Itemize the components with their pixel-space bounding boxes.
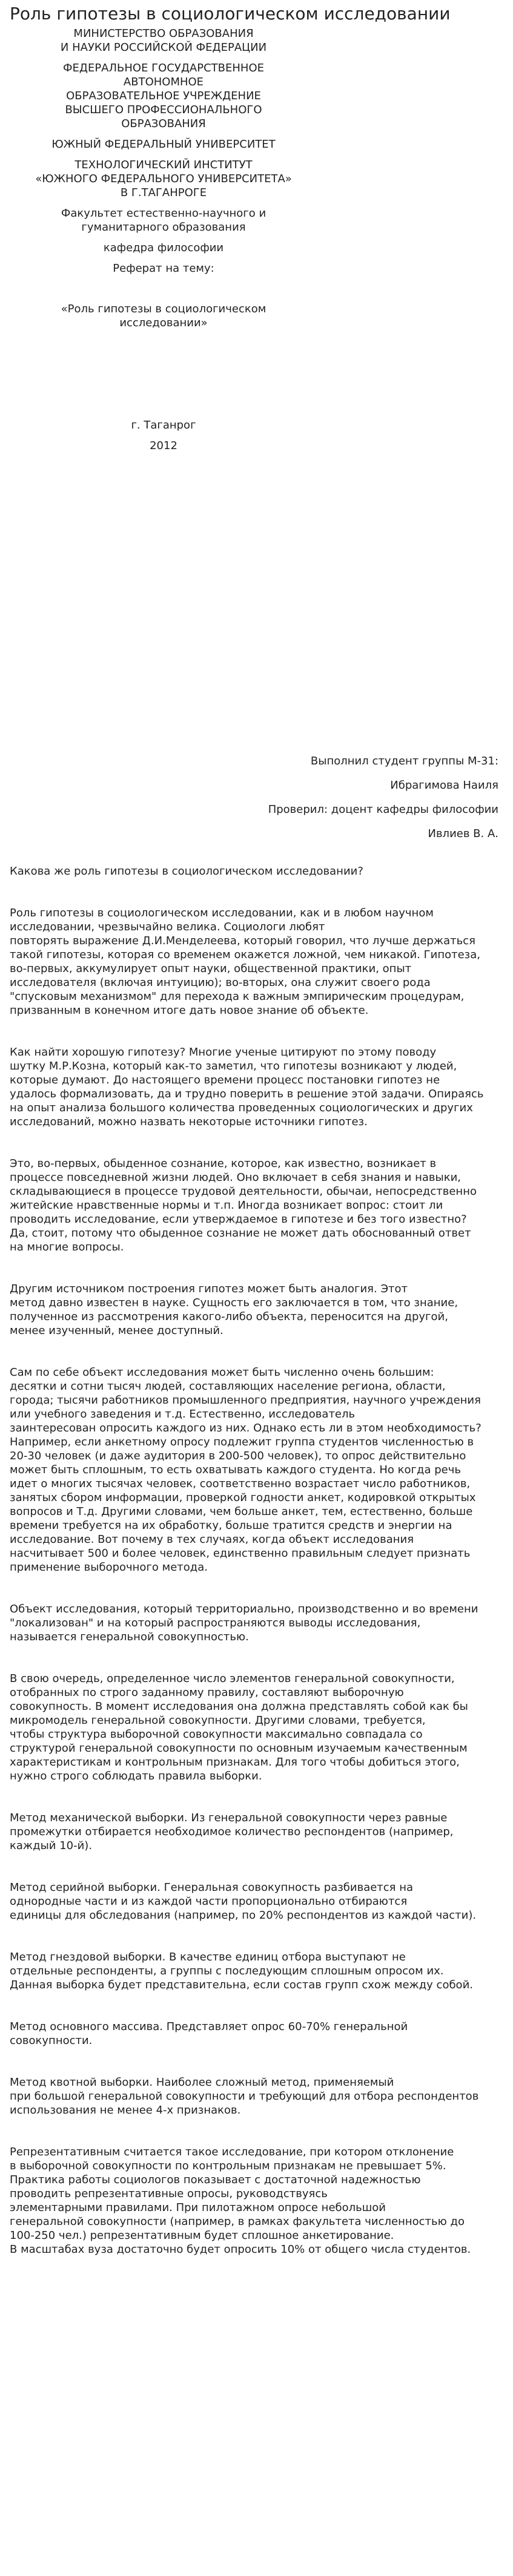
city: г. Таганрог — [131, 419, 196, 432]
student-name: Ибрагимова Наиля — [390, 779, 498, 792]
paragraph-mechanical-sampling: Метод механической выборки. Из генеральной совокупности через равные промежутки отбирается необходимое количество респондентов (например, каждый 10-й). — [10, 1812, 454, 1852]
paragraph-common-sense: Это, во-первых, обыденное сознание, которое, как известно, возникает в процессе повседневной жизни людей. Оно включает в себя знания и навыки, складывающиеся в процессе трудовой деятельности, обычаи, непосредственно житейские нравственные нормы и т.п. Иногда возникает вопрос: стоит ли проводить исследование, если утверждаемое в гипотезе и без того известно? Да, стоит, потому что обыденное сознание не может дать обоснованный ответ на многие вопросы. — [10, 1157, 477, 1254]
institute-line-2: «ЮЖНОГО ФЕДЕРАЛЬНОГО УНИВЕРСИТЕТА» — [35, 172, 292, 185]
topic-line-1: «Роль гипотезы в социологическом — [61, 303, 266, 315]
institution-line-2: АВТОНОМНОЕ — [123, 76, 204, 88]
signature-block — [268, 749, 498, 846]
ministry-line-1: МИНИСТЕРСТВО ОБРАЗОВАНИЯ — [73, 27, 254, 40]
document-title: Роль гипотезы в социологическом исследовании — [10, 4, 451, 24]
paragraph-object-size: Сам по себе объект исследования может быть численно очень большим: десятки и сотни тысяч людей, составляющих население региона, области, города; тысячи работников промышленного предприятия, научного учреждения или учебного заведения и т.д. Естественно, исследователь заинтересован опросить каждого из них. Однако есть ли в этом необходимость? Например, если анкетному опросу подлежит группа студентов численностью в 20-30 человек (и даже аудитория в 200-500 человек), то опрос действительно может быть сплошным, то есть охватывать каждого студента. Но когда речь идет о многих тысячах человек, соответственно возрастает число работников, занятых сбором информации, проверкой годности анкет, кодировкой открытых вопросов и Т.д. Другими словами, чем больше анкет, тем, естественно, больше времени требуется на их обработку, больше тратится средств и энергии на исследование. Вот почему в тех случаях, когда объект исследования насчитывает 500 и более человек, единственно правильным следует признать применение выборочного метода. — [10, 1366, 482, 1574]
topic-line-2: исследовании» — [119, 317, 208, 329]
paragraph-quota-sampling: Метод квотной выборки. Наиболее сложный метод, применяемый при большой генеральной совокупности и требующий для отбора респондентов использования не менее 4-х признаков. — [10, 2076, 479, 2117]
paragraph-general-population: Объект исследования, который территориально, производственно и во времени "локализован" и на который распространяются выводы исследования, называется генеральной совокупностью. — [10, 1603, 478, 1643]
title-page-block — [0, 27, 327, 453]
institute-line-1: ТЕХНОЛОГИЧЕСКИЙ ИНСТИТУТ — [74, 159, 253, 171]
faculty-line-2: гуманитарного образования — [81, 221, 246, 234]
performed-by-label: Выполнил студент группы М-31: — [310, 755, 498, 767]
institution-line-3: ОБРАЗОВАТЕЛЬНОЕ УЧРЕЖДЕНИЕ — [66, 90, 261, 102]
paragraph-serial-sampling: Метод серийной выборки. Генеральная совокупность разбивается на однородные части и из каждой части пропорционально отбираются единицы для обследования (например, по 20% респондентов из каждой части). — [10, 1881, 477, 1922]
paragraph-find-hypothesis: Как найти хорошую гипотезу? Многие ученые цитируют по этому поводу шутку М.Р.Козна, который как-то заметил, что гипотезы возникают у людей, которые думают. До настоящего времени процесс постановки гипотез не удалось формализовать, да и трудно поверить в решение этой задачи. Опираясь на опыт анализа большого количества проведенных социологических и других исследований, можно назвать некоторые источники гипотез. — [10, 1046, 484, 1128]
institute-line-3: В Г.ТАГАНРОГЕ — [120, 186, 207, 199]
institution-line-5: ОБРАЗОВАНИЯ — [121, 117, 206, 130]
paragraph-cluster-sampling: Метод гнездовой выборки. В качестве единиц отбора выступают не отдельные респонденты, а группы с последующим сплошным опросом их. Данная выборка будет представительна, если состав групп схож между собой. — [10, 1951, 473, 1991]
paragraph-main-array: Метод основного массива. Представляет опрос 60-70% генеральной совокупности. — [10, 2020, 408, 2047]
paragraph-sample: В свою очередь, определенное число элементов генеральной совокупности, отобранных по строго заданному правилу, составляют выборочную совокупность. В момент исследования она должна представлять собой как бы микромодель генеральной совокупности. Другими словами, требуется, чтобы структура выборочной совокупности максимально совпадала со структурой генеральной совокупности по основным изучаемым качественным характеристикам и контрольным признакам. Для того чтобы добиться этого, нужно строго соблюдать правила выборки. — [10, 1672, 468, 1782]
year: 2012 — [150, 439, 177, 452]
faculty-line-1: Факультет естественно-научного и — [61, 207, 266, 220]
paragraph-role: Роль гипотезы в социологическом исследовании, как и в любом научном исследовании, чрезвычайно велика. Социологи любят повторять выражение Д.И.Менделеева, который говорил, что лучше держаться такой гипотезы, которая со временем окажется ложной, чем никакой. Гипотеза, во-первых, аккумулирует опыт науки, общественной практики, опыт исследователя (включая интуицию); во-вторых, она служит своего рода "спусковым механизмом" для перехода к важным эмпирическим процедурам, призванным в конечном итоге дать новое знание об объекте. — [10, 907, 481, 1017]
ministry-line-2: И НАУКИ РОССИЙСКОЙ ФЕДЕРАЦИИ — [60, 41, 267, 54]
abstract-label: Реферат на тему: — [113, 262, 214, 275]
institution-line-4: ВЫСШЕГО ПРОФЕССИОНАЛЬНОГО — [65, 104, 262, 116]
teacher-name: Ивлиев В. А. — [428, 827, 498, 840]
university-name: ЮЖНЫЙ ФЕДЕРАЛЬНЫЙ УНИВЕРСИТЕТ — [51, 138, 276, 151]
paragraph-representative: Репрезентативным считается такое исследование, при котором отклонение в выборочной совокупности по контрольным признакам не превышает 5%. Практика работы социологов показывает с достаточной надежностью проводить репрезентативные опросы, руководствуясь элементарными правилами. При пилотажном опросе небольшой генеральной совокупности (например, в рамках факультета численностью до 100-250 чел.) репрезентативным будет сплошное анкетирование. В масштабах вуза достаточно будет опросить 10% от общего числа студентов. — [10, 2146, 471, 2256]
paragraph-question: Какова же роль гипотезы в социологическом исследовании? — [10, 865, 363, 878]
checked-by-label: Проверил: доцент кафедры философии — [268, 803, 498, 816]
paragraph-analogy: Другим источником построения гипотез может быть аналогия. Этот метод давно известен в науке. Сущность его заключается в том, что знание, полученное из рассмотрения какого-либо объекта, переносится на другой, менее изученный, менее доступный. — [10, 1283, 458, 1337]
department-name: кафедра философии — [103, 242, 224, 254]
institution-line-1: ФЕДЕРАЛЬНОЕ ГОСУДАРСТВЕННОЕ — [63, 62, 264, 74]
document-body — [10, 864, 497, 2284]
